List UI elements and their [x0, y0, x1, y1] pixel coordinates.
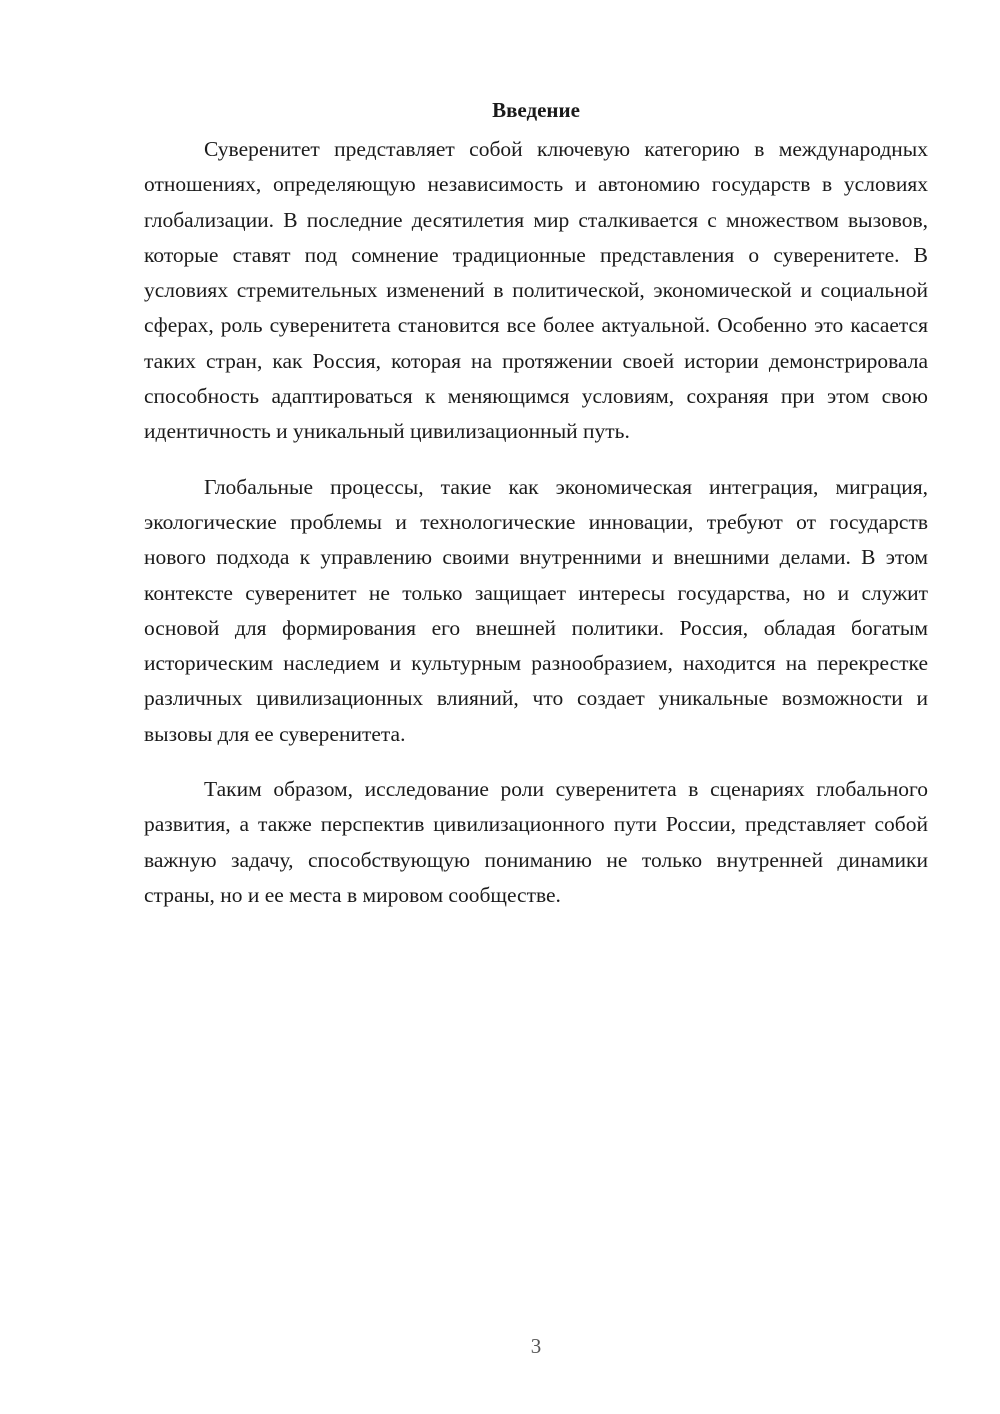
paragraph-2: Глобальные процессы, такие как экономическая интеграция, миграция, экологические проблемы и технологические инновации, требуют от государств нового подхода к управлению своими внутренними и внешними делами. В этом контексте суверенитет не только защищает интересы государства, но и служит основой для формирования его внешней политики. Россия, обладая богатым историческим наследием и культурным разнообразием, находится на перекрестке различных цивилизационных влияний, что создает уникальные возможности и вызовы для ее суверенитета. — [144, 474, 928, 746]
page-body — [144, 92, 928, 913]
section-heading: Введение — [492, 98, 580, 122]
paragraph-1: Суверенитет представляет собой ключевую категорию в международных отношениях, определяющую независимость и автономию государств в условиях глобализации. В последние десятилетия мир сталкивается с множеством вызовов, которые ставят под сомнение традиционные представления о суверенитете. В условиях стремительных изменений в политической, экономической и социальной сферах, роль суверенитета становится все более актуальной. Особенно это касается таких стран, как Россия, которая на протяжении своей истории демонстрировала способность адаптироваться к меняющимся условиям, сохраняя при этом свою идентичность и уникальный цивилизационный путь. — [144, 137, 928, 444]
page-number: 3 — [530, 1334, 542, 1358]
paragraph-3: Таким образом, исследование роли суверенитета в сценариях глобального развития, а также перспектив цивилизационного пути России, представляет собой важную задачу, способствующую пониманию не только внутренней динамики страны, но и ее места в мировом сообществе. — [144, 777, 928, 907]
